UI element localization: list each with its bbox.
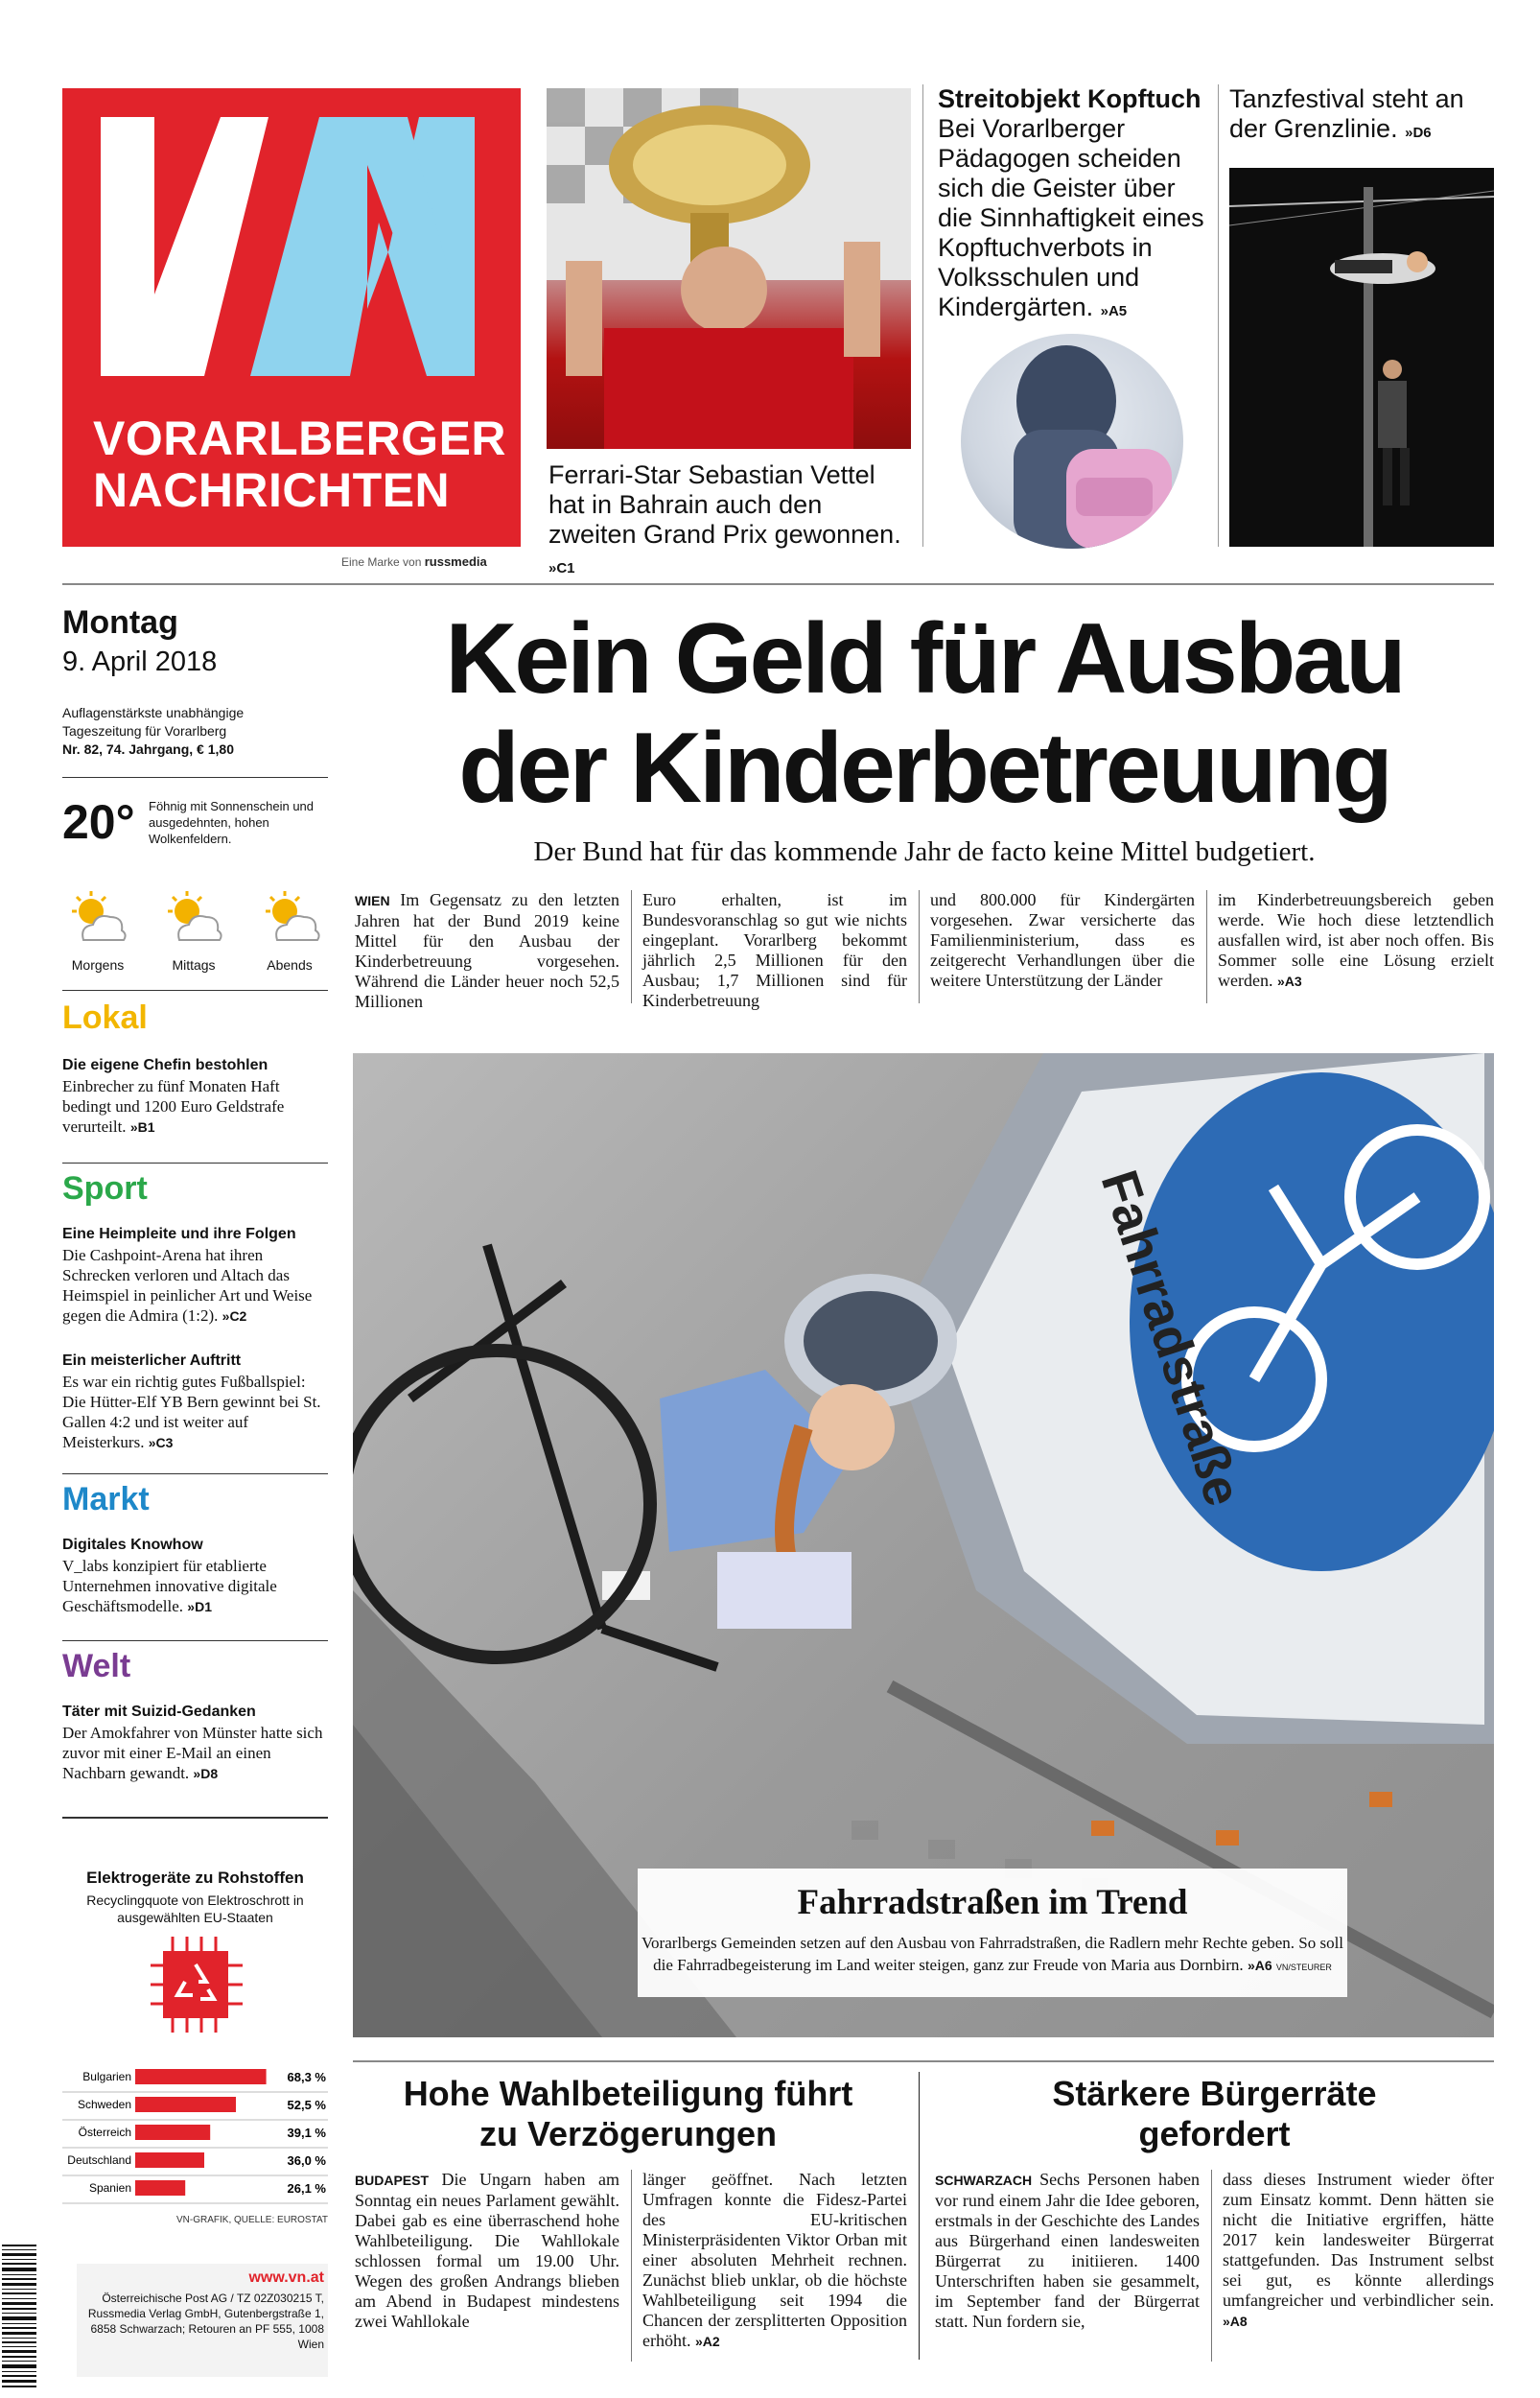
recycling-chip-icon — [149, 1932, 245, 2037]
column-text: dass dieses Instrument wieder öfter zum Einsatz kommt. Denn hätten sie nicht die Initiative ergriffen, hätte 2017 kein landesweiter Bürgerrat stattgefunden. Das Instrument selbst sei gut, es könnte allerdings umfangreicher und verbindlicher sein. — [1223, 2170, 1494, 2310]
dateline: SCHWARZACH — [935, 2173, 1033, 2188]
weather-period-label: Morgens — [71, 957, 125, 973]
bar — [135, 2180, 185, 2196]
section-item-body — [62, 1245, 328, 1327]
column-divider — [919, 890, 920, 1003]
aerial-dance-photo-graphic — [1229, 168, 1494, 547]
bar-category-label: Spanien — [88, 2181, 131, 2195]
bar-value-label: 68,3 % — [287, 2070, 326, 2084]
article-column — [355, 890, 619, 1012]
weather-period-label: Abends — [267, 957, 313, 973]
page-ref: »A5 — [1100, 303, 1128, 319]
bar-value-label: 36,0 % — [287, 2153, 326, 2168]
page-ref: »A2 — [694, 2334, 720, 2349]
section-item-text: Die Cashpoint-Arena hat ihren Schrecken verloren und Altach das Heimspiel in peinlicher Art und Weise gegen die Admira (1:2). — [62, 1246, 313, 1325]
column-divider — [631, 890, 632, 1003]
website-link[interactable]: www.vn.at — [248, 2269, 324, 2286]
photo-caption — [638, 1869, 1347, 1997]
dateline: BUDAPEST — [355, 2173, 430, 2188]
masthead-rule — [62, 583, 1494, 585]
column-divider — [631, 2170, 632, 2362]
brand-name: russmedia — [424, 554, 487, 569]
kopftuch-teaser-text: Bei Vorarlberger Pädagogen scheiden sich die Geister über die Sinnhaftigkeit eines Kopftuchverbots in Volksschulen und Kindergärten. — [938, 114, 1204, 321]
section-item-text: V_labs konzipiert für etablierte Unternehmen innovative digitale Geschäftsmodelle. — [62, 1557, 277, 1615]
article-headline-wahl[interactable] — [355, 2074, 901, 2154]
bar — [135, 2152, 204, 2168]
barcode — [2, 2245, 36, 2388]
kopftuch-teaser[interactable] — [938, 114, 1216, 326]
bar — [135, 2097, 236, 2112]
kopftuch-photo[interactable] — [961, 334, 1183, 549]
caption-title: Fahrradstraßen im Trend — [797, 1883, 1188, 1922]
brand-prefix: Eine Marke von — [341, 555, 422, 569]
article-column — [935, 2170, 1200, 2332]
section-title-markt[interactable]: Markt — [62, 1481, 150, 1517]
section-title-lokal[interactable]: Lokal — [62, 999, 148, 1036]
main-headline[interactable] — [355, 604, 1494, 823]
divider — [62, 1640, 328, 1641]
section-item-text: Es war ein richtig gutes Fußballspiel: Die Hütter-Elf YB Bern gewinnt bei St. Gallen 4:2 und ist weiter auf Meisterkurs. — [62, 1373, 321, 1451]
article-headline-buergerraete[interactable] — [935, 2074, 1494, 2154]
article-column — [355, 2170, 619, 2332]
divider — [62, 777, 328, 778]
dance-teaser-text: Tanzfestival steht an der Grenzlinie. — [1229, 84, 1464, 143]
bar — [135, 2125, 210, 2140]
divider — [62, 1163, 328, 1164]
infographic-subtitle: Recyclingquote von Elektroschrott in ausgewählten EU-Staaten — [86, 1893, 304, 1925]
caption-body: Vorarlbergs Gemeinden setzen auf den Ausbau von Fahrradstraßen, die Radlern mehr Rechte geben. So soll die Fahrradbegeisterung im Land weiter steigen, ganz zur Freude von Maria aus Dornbirn. — [641, 1934, 1344, 1974]
bar-value-label: 39,1 % — [287, 2126, 326, 2140]
section-item-head[interactable]: Digitales Knowhow — [62, 1537, 203, 1553]
article-column — [1223, 2170, 1494, 2332]
column-divider — [1211, 2170, 1212, 2362]
column-text: Sechs Personen haben vor rund einem Jahr die Idee geboren, erstmals in der Geschichte des Landes aus Bürgerhand einen landesweiten Bürgerrat zu initiieren. 1400 Unterschriften haben sie gesammelt, im September fand der Bürgerrat statt. Nun fordern sie, — [935, 2170, 1201, 2331]
day-name: Montag — [62, 604, 178, 641]
section-item-text: Einbrecher zu fünf Monaten Haft bedingt und 1200 Euro Geldstrafe verurteilt. — [62, 1077, 285, 1136]
column-text: Die Ungarn haben am Sonntag ein neues Parlament gewählt. Dabei gab es eine überraschend hohe Wahlbeteiligung. Die Wahllokale schlossen formal um 19.00 Uhr. Wegen des großen Andrangs blieben am Abend in Budapest mindestens zwei Wahllokale — [355, 2170, 619, 2331]
paper-info — [62, 704, 328, 759]
photo-credit: VN/STEURER — [1275, 1963, 1332, 1972]
weather-description: Föhnig mit Sonnenschein und ausgedehnten, hohen Wolkenfeldern. — [149, 799, 315, 846]
imprint-line: Russmedia Verlag GmbH, Gutenbergstraße 1, — [87, 2307, 324, 2320]
column-text: und 800.000 für Kindergärten vorgesehen. Zwar versicherte das Familienministerium, dass es zeitgerecht Verhandlungen über die weitere Unterstützung der Länder — [930, 890, 1195, 990]
column-divider — [1218, 84, 1219, 547]
sun-behind-cloud-icon — [66, 890, 129, 948]
logo[interactable] — [62, 88, 521, 547]
page-ref: »C2 — [222, 1308, 247, 1324]
bar — [135, 2069, 267, 2084]
vettel-photo[interactable] — [547, 88, 911, 449]
dance-photo[interactable] — [1229, 168, 1494, 547]
section-item-head[interactable]: Täter mit Suizid-Gedanken — [62, 1704, 256, 1720]
section-item-head[interactable]: Ein meisterlicher Auftritt — [62, 1352, 242, 1369]
headline-line: der Kinderbetreuung — [458, 713, 1390, 824]
section-item-body — [62, 1372, 328, 1453]
column-text: Im Gegensatz zu den letzten Jahren hat der Bund 2019 keine Mittel für den Ausbau der Kinderbetreuung vorgesehen. Während die Länder heuer noch 52,5 Millionen — [355, 890, 620, 1011]
headline-line: Stärkere Bürgerräte — [1052, 2074, 1377, 2113]
imprint-line: Österreichische Post AG / TZ 02Z030215 T, — [102, 2292, 324, 2305]
logo-line-1: VORARLBERGER — [93, 411, 507, 465]
page-ref: »D6 — [1405, 125, 1432, 141]
article-column — [1218, 890, 1494, 992]
bar-value-label: 52,5 % — [287, 2098, 326, 2112]
section-item-head[interactable]: Eine Heimpleite und ihre Folgen — [62, 1226, 296, 1242]
kopftuch-teaser-head: Streitobjekt Kopftuch — [938, 84, 1202, 113]
page-ref: »C3 — [148, 1435, 174, 1450]
date: 9. April 2018 — [62, 647, 218, 677]
vettel-teaser[interactable] — [548, 460, 913, 583]
page-ref: »D1 — [187, 1599, 212, 1614]
bar-value-label: 26,1 % — [287, 2181, 326, 2196]
caption-text — [638, 1932, 1347, 1979]
page-ref: »A3 — [1276, 974, 1302, 989]
headline-line: Kein Geld für Ausbau — [445, 603, 1404, 715]
column-divider — [919, 2072, 920, 2360]
section-title-sport[interactable]: Sport — [62, 1170, 148, 1207]
imprint-line: 6858 Schwarzach; Retouren an PF 555, 1008 Wien — [90, 2322, 324, 2351]
page-ref: »B1 — [129, 1119, 155, 1135]
imprint-box — [77, 2264, 328, 2377]
section-rule — [353, 2060, 1494, 2062]
sun-behind-cloud-icon — [162, 890, 225, 948]
bar-category-label: Bulgarien — [82, 2070, 131, 2083]
paper-info-line: Tageszeitung für Vorarlberg — [62, 723, 227, 739]
section-title-welt[interactable]: Welt — [62, 1648, 131, 1684]
article-column — [642, 2170, 907, 2352]
chart-source: VN-GRAFIK, QUELLE: EUROSTAT — [176, 2215, 328, 2225]
section-item-body — [62, 1723, 328, 1784]
sign-text: Fahrradstraße — [1089, 1164, 1252, 1514]
page-ref: »C1 — [548, 560, 575, 576]
page-ref: »D8 — [193, 1766, 219, 1781]
sun-behind-cloud-icon — [260, 890, 323, 948]
column-divider — [922, 84, 923, 547]
article-column — [642, 890, 907, 1011]
paper-info-line: Nr. 82, 74. Jahrgang, € 1,80 — [62, 741, 234, 757]
page-ref: »A6 — [1247, 1958, 1272, 1973]
bar-category-label: Deutschland — [67, 2153, 131, 2167]
dance-teaser[interactable] — [1229, 84, 1503, 148]
recycling-bar-chart — [62, 2064, 328, 2208]
trophy-photo-graphic — [547, 88, 911, 449]
section-item-head[interactable]: Die eigene Chefin bestohlen — [62, 1057, 268, 1073]
logo-title — [93, 412, 506, 516]
column-text: im Kinderbetreuungsbereich geben werde. Wie hoch diese letztendlich ausfallen wird, ist aber noch offen. Bis Sommer solle eine Lösung erzielt werden. — [1218, 890, 1494, 990]
column-divider — [1206, 890, 1207, 1003]
headscarf-photo-graphic — [961, 334, 1183, 549]
brand-line — [341, 554, 487, 569]
section-item-text: Der Amokfahrer von Münster hatte sich zuvor mit einer E-Mail an einen Nachbarn gewandt. — [62, 1724, 323, 1782]
column-text: länger geöffnet. Nach letzten Umfragen konnte die Fidesz-Partei des EU-kritischen Ministerpräsidenten Viktor Orban mit einer absoluten Mehrheit rechnen. Zunächst blieb unklar, ob die höchste Wahlbeteiligung seit 1994 die Chancen der zersplitterten Opposition erhöht. — [642, 2170, 907, 2350]
divider — [62, 1473, 328, 1474]
temperature: 20° — [62, 795, 135, 849]
paper-info-line: Auflagenstärkste unabhängige — [62, 705, 245, 720]
article-column — [930, 890, 1195, 991]
column-text: Euro erhalten, ist im Bundesvoranschlag so gut wie nichts eingeplant. Vorarlberg bekommt jährlich 2,5 Millionen für den Ausbau; 1,7 Millionen sind für Kinderbetreuung — [642, 890, 907, 1010]
headline-line: gefordert — [1138, 2114, 1291, 2153]
bar-category-label: Österreich — [78, 2126, 131, 2139]
section-item-body — [62, 1076, 328, 1138]
main-subhead: Der Bund hat für das kommende Jahr de facto keine Mittel budgetiert. — [533, 836, 1316, 867]
logo-line-2: NACHRICHTEN — [93, 463, 451, 517]
headline-line: zu Verzögerungen — [478, 2114, 778, 2153]
section-item-body — [62, 1556, 328, 1617]
vettel-teaser-text: Ferrari-Star Sebastian Vettel hat in Bahrain auch den zweiten Grand Prix gewonnen. — [548, 460, 901, 549]
headline-line: Hohe Wahlbeteiligung führt — [403, 2074, 853, 2113]
page-ref: »A8 — [1223, 2314, 1248, 2329]
bar-category-label: Schweden — [77, 2098, 131, 2111]
infographic-title: Elektrogeräte zu Rohstoffen — [86, 1869, 304, 1887]
weather-period-label: Mittags — [172, 957, 216, 973]
imprint-text — [77, 2291, 328, 2352]
divider — [62, 1817, 328, 1819]
dateline: WIEN — [355, 893, 390, 908]
divider — [62, 990, 328, 991]
